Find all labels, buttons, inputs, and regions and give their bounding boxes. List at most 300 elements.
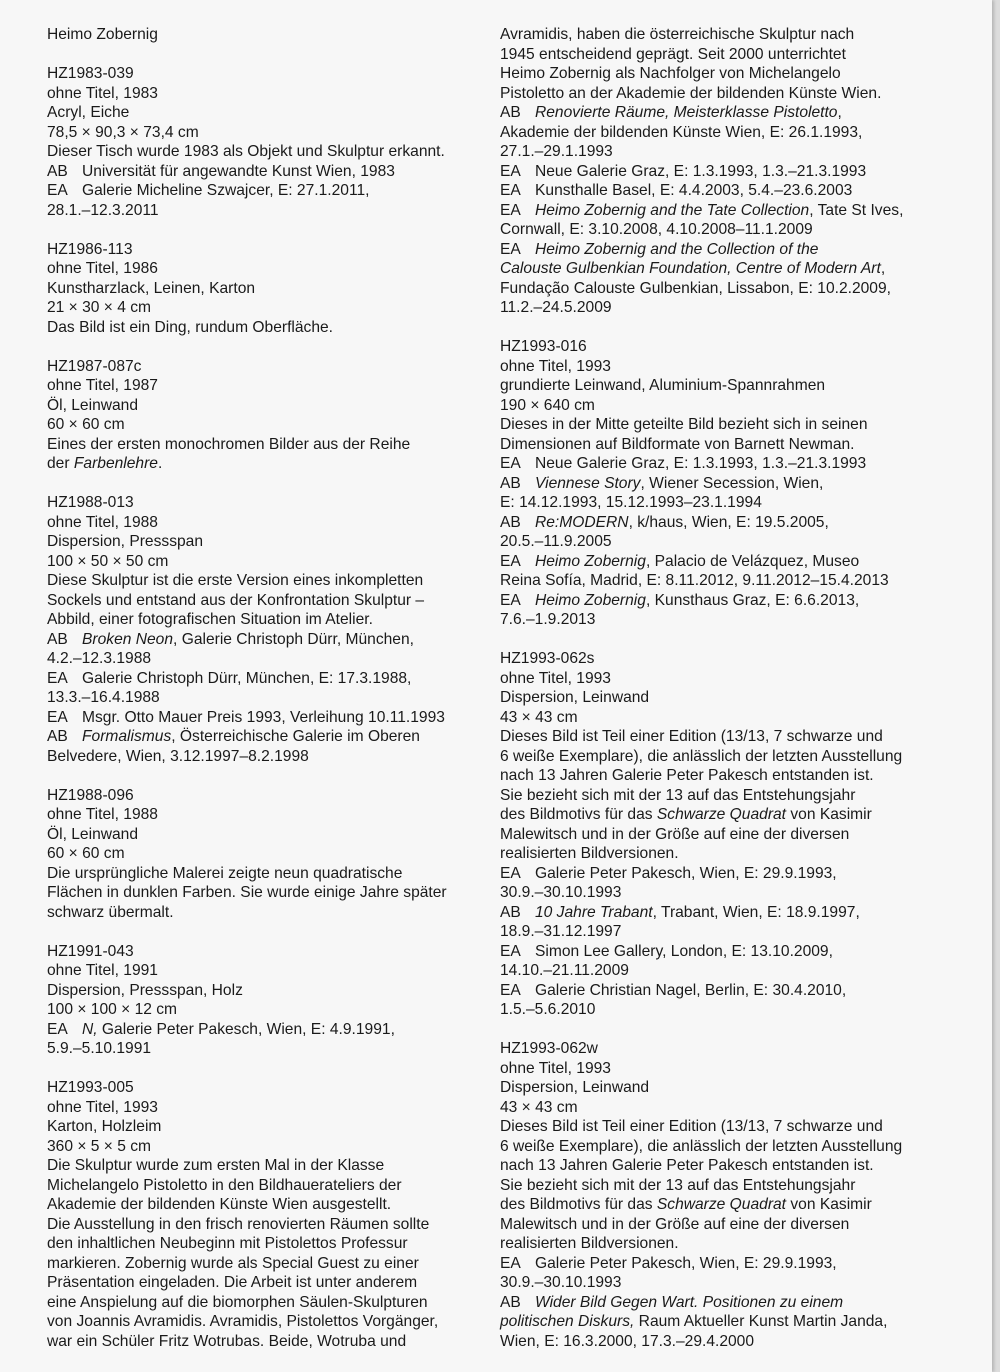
exhibition-type-tag: EA: [500, 981, 521, 999]
entry-line: [500, 181, 970, 201]
entry-line: [47, 1293, 477, 1313]
text-segment: ,: [880, 260, 886, 277]
text-segment: 100 × 100 × 12 cm: [47, 1001, 178, 1018]
entry-line: [500, 357, 970, 377]
exhibition-type-tag: EA: [500, 1254, 521, 1272]
entry-line: [500, 708, 970, 728]
entry-line: [500, 1273, 970, 1293]
text-segment: realisierten Bildversionen.: [500, 1235, 679, 1252]
text-segment: realisierten Bildversionen.: [500, 845, 679, 862]
entry-line: [47, 805, 477, 825]
entry-line: [500, 84, 970, 104]
italic-title: Heimo Zobernig: [535, 552, 646, 570]
italic-title: N,: [82, 1020, 98, 1038]
text-segment: eine Anspielung auf die biomorphen Säulen-Skulpturen: [47, 1293, 428, 1311]
text-segment: , Galerie Christoph Dürr, München,: [173, 630, 414, 648]
entry-line: [47, 1137, 477, 1157]
text-segment: ohne Titel, 1986: [47, 260, 158, 277]
text-segment: ohne Titel, 1987: [47, 377, 158, 394]
text-segment: Akademie der bildenden Künste Wien ausgestellt.: [47, 1196, 392, 1213]
entry-line: [500, 220, 970, 240]
text-segment: Galerie Peter Pakesch, Wien, E: 29.9.1993,: [535, 864, 837, 882]
text-segment: Die Skulptur wurde zum ersten Mal in der Klasse: [47, 1157, 385, 1174]
entry-heading: [47, 357, 477, 377]
entry-line: [500, 844, 970, 864]
text-segment: 27.1.–29.1.1993: [500, 143, 613, 160]
italic-title: politischen Diskurs,: [500, 1313, 635, 1330]
text-segment: 11.2.–24.5.2009: [500, 299, 612, 316]
entry-line: [500, 1215, 970, 1235]
text-segment: der: [47, 455, 74, 472]
text-segment: Pistoletto an der Akademie der bildenden Künste Wien.: [500, 84, 882, 102]
text-segment: ohne Titel, 1993: [500, 1059, 611, 1077]
italic-title: Broken Neon: [82, 630, 174, 648]
entry-line: [47, 688, 477, 708]
entry-line: [47, 981, 477, 1001]
catalogue-entry: [500, 1039, 970, 1351]
text-segment: Dieses Bild ist Teil einer Edition (13/13, 7 schwarze und: [500, 1118, 883, 1135]
entry-heading: [47, 786, 477, 806]
text-segment: HZ1987-087c: [47, 357, 142, 375]
entry-line: [47, 181, 477, 201]
text-segment: war ein Schüler Fritz Wotrubas. Beide, Wotruba und: [47, 1332, 407, 1350]
text-segment: Michelangelo Pistoletto in den Bildhauerateliers der: [47, 1176, 402, 1194]
entry-line: [500, 805, 970, 825]
text-segment: Sie bezieht sich mit der 13 auf das Entstehungsjahr: [500, 786, 856, 804]
entry-line: [47, 1176, 477, 1196]
text-segment: Sockels und entstand aus der Konfrontation Skulptur –: [47, 591, 425, 609]
text-segment: 6 weiße Exemplare), die anlässlich der letzten Ausstellung: [500, 747, 903, 765]
entry-line: [47, 1312, 477, 1332]
entry-line: [500, 688, 970, 708]
entry-line: [500, 1137, 970, 1157]
entry-line: [47, 883, 477, 903]
entry-line: [500, 493, 970, 513]
entry-heading: [500, 25, 970, 45]
text-segment: 4.2.–12.3.1988: [47, 650, 152, 667]
catalogue-entry: [47, 493, 477, 766]
text-segment: 100 × 50 × 50 cm: [47, 552, 169, 570]
entry-heading: [47, 942, 477, 962]
entry-line: [47, 415, 477, 435]
entry-line: [500, 825, 970, 845]
entry-line: [500, 513, 970, 533]
italic-title: Schwarze Quadrat: [656, 806, 787, 823]
entry-line: [47, 825, 477, 845]
catalogue-entry: [47, 1078, 477, 1351]
text-segment: des Bildmotivs für das: [500, 806, 657, 823]
entry-line: [47, 552, 477, 572]
text-segment: Dieses in der Mitte geteilte Bild bezieht sich in seinen: [500, 416, 868, 433]
text-segment: E: 14.12.1993, 15.12.1993–23.1.1994: [500, 494, 762, 511]
entry-line: [47, 123, 477, 143]
entry-heading: [47, 25, 477, 45]
text-segment: HZ1993-005: [47, 1079, 134, 1096]
italic-title: Heimo Zobernig and the Collection of the: [535, 240, 819, 258]
entry-line: [500, 123, 970, 143]
italic-title: Renovierte Räume, Meisterklasse Pistoletto: [535, 104, 838, 121]
catalogue-entry: [500, 649, 970, 1020]
entry-line: [500, 259, 970, 279]
entry-line: [47, 162, 477, 182]
text-segment: Galerie Peter Pakesch, Wien, E: 4.9.1991,: [97, 1020, 395, 1038]
entry-line: [47, 727, 477, 747]
entry-line: [47, 649, 477, 669]
text-segment: Diese Skulptur ist die erste Version eines inkompletten: [47, 572, 424, 589]
entry-line: [47, 142, 477, 162]
entry-line: [500, 786, 970, 806]
text-segment: ohne Titel, 1993: [47, 1098, 158, 1116]
entry-line: [47, 201, 477, 221]
entry-line: [500, 883, 970, 903]
text-segment: 28.1.–12.3.2011: [47, 201, 159, 219]
text-segment: nach 13 Jahren Galerie Peter Pakesch entstanden ist.: [500, 1157, 874, 1174]
text-segment: Die Ausstellung in den frisch renovierten Räumen sollte: [47, 1215, 430, 1233]
text-segment: , k/haus, Wien, E: 19.5.2005,: [628, 513, 829, 531]
text-segment: , Kunsthaus Graz, E: 6.6.2013,: [645, 591, 860, 609]
entry-line: [500, 532, 970, 552]
entry-line: [47, 864, 477, 884]
left-column: [47, 25, 477, 1371]
text-segment: Flächen in dunklen Farben. Sie wurde einige Jahre später: [47, 884, 447, 901]
entry-heading: [47, 1078, 477, 1098]
text-segment: Dispersion, Leinwand: [500, 689, 650, 706]
exhibition-type-tag: EA: [500, 942, 521, 960]
text-segment: ohne Titel, 1993: [500, 357, 611, 375]
text-segment: Heimo Zobernig: [47, 26, 158, 43]
text-segment: Akademie der bildenden Künste Wien, E: 26.1.1993,: [500, 123, 863, 141]
text-segment: Öl, Leinwand: [47, 396, 139, 414]
entry-heading: [47, 64, 477, 84]
entry-line: [500, 415, 970, 435]
entry-line: [500, 64, 970, 84]
text-segment: Galerie Micheline Szwajcer, E: 27.1.2011,: [82, 182, 370, 199]
entry-line: [47, 961, 477, 981]
italic-title: Formalismus: [82, 728, 172, 745]
entry-line: [500, 1117, 970, 1137]
entry-line: [500, 1078, 970, 1098]
text-segment: ohne Titel, 1988: [47, 806, 158, 823]
text-segment: 20.5.–11.9.2005: [500, 533, 612, 550]
entry-line: [47, 454, 477, 474]
catalogue-entry: [47, 64, 477, 220]
exhibition-type-tag: AB: [500, 474, 521, 492]
exhibition-type-tag: AB: [47, 728, 68, 745]
text-segment: grundierte Leinwand, Aluminium-Spannrahmen: [500, 377, 826, 394]
text-segment: Heimo Zobernig als Nachfolger von Michelangelo: [500, 65, 841, 82]
entry-line: [47, 1273, 477, 1293]
entry-line: [500, 1195, 970, 1215]
entry-line: [500, 1332, 970, 1352]
text-segment: 1945 entscheidend geprägt. Seit 2000 unterrichtet: [500, 45, 846, 63]
text-segment: ohne Titel, 1988: [47, 513, 158, 531]
text-segment: Die ursprüngliche Malerei zeigte neun quadratische: [47, 864, 403, 882]
entry-heading: [500, 1039, 970, 1059]
text-segment: 360 × 5 × 5 cm: [47, 1137, 152, 1155]
exhibition-type-tag: EA: [47, 182, 68, 199]
entry-line: [47, 1215, 477, 1235]
entry-line: [47, 1156, 477, 1176]
text-segment: Wien, E: 16.3.2000, 17.3.–29.4.2000: [500, 1332, 755, 1350]
entry-line: [47, 318, 477, 338]
entry-line: [47, 1234, 477, 1254]
text-segment: Galerie Peter Pakesch, Wien, E: 29.9.1993,: [535, 1254, 837, 1272]
text-segment: Belvedere, Wien, 3.12.1997–8.2.1998: [47, 747, 309, 765]
entry-line: [500, 376, 970, 396]
entry-line: [500, 162, 970, 182]
entry-line: [500, 240, 970, 260]
catalogue-entry: [47, 786, 477, 923]
text-segment: Universität für angewandte Kunst Wien, 1983: [82, 162, 395, 180]
text-segment: ohne Titel, 1993: [500, 669, 611, 687]
entry-line: [47, 1332, 477, 1352]
exhibition-type-tag: EA: [47, 708, 68, 726]
entry-line: [500, 981, 970, 1001]
text-segment: Dispersion, Leinwand: [500, 1079, 650, 1096]
exhibition-type-tag: AB: [500, 1293, 521, 1311]
catalogue-entry: [47, 25, 477, 45]
entry-line: [500, 454, 970, 474]
text-segment: des Bildmotivs für das: [500, 1196, 657, 1213]
text-segment: HZ1991-043: [47, 942, 134, 960]
exhibition-type-tag: EA: [500, 455, 521, 472]
text-segment: 7.6.–1.9.2013: [500, 611, 596, 628]
exhibition-type-tag: EA: [500, 864, 521, 882]
text-segment: Fundação Calouste Gulbenkian, Lissabon, E: 10.2.2009,: [500, 279, 891, 297]
entry-line: [47, 1195, 477, 1215]
entry-line: [47, 591, 477, 611]
text-segment: Neue Galerie Graz, E: 1.3.1993, 1.3.–21.3.1993: [535, 455, 867, 472]
entry-line: [500, 1156, 970, 1176]
entry-line: [47, 1039, 477, 1059]
text-segment: Galerie Christoph Dürr, München, E: 17.3.1988,: [82, 669, 412, 687]
entry-line: [500, 766, 970, 786]
entry-line: [500, 552, 970, 572]
entry-line: [500, 727, 970, 747]
text-segment: , Österreichische Galerie im Oberen: [171, 728, 420, 745]
entry-line: [47, 1117, 477, 1137]
text-segment: Simon Lee Gallery, London, E: 13.10.2009,: [535, 942, 833, 960]
italic-title: Wider Bild Gegen Wart. Positionen zu einem: [535, 1293, 844, 1311]
text-segment: Neue Galerie Graz, E: 1.3.1993, 1.3.–21.3.1993: [535, 162, 867, 180]
text-segment: Dieses Bild ist Teil einer Edition (13/13, 7 schwarze und: [500, 728, 883, 745]
catalogue-entry: [47, 942, 477, 1059]
entry-line: [500, 942, 970, 962]
exhibition-type-tag: EA: [47, 1020, 68, 1038]
text-segment: HZ1983-039: [47, 65, 134, 82]
text-segment: Öl, Leinwand: [47, 825, 139, 843]
entry-line: [500, 142, 970, 162]
text-segment: den inhaltlichen Neubeginn mit Pistolettos Professur: [47, 1235, 408, 1252]
text-segment: HZ1986-113: [47, 240, 133, 258]
text-segment: Malewitsch und in der Größe auf eine der diversen: [500, 825, 850, 843]
italic-title: Heimo Zobernig and the Tate Collection: [535, 201, 810, 219]
italic-title: Viennese Story: [535, 474, 641, 492]
entry-line: [500, 747, 970, 767]
entry-line: [500, 435, 970, 455]
entry-line: [500, 103, 970, 123]
text-segment: 5.9.–5.10.1991: [47, 1040, 152, 1057]
entry-line: [500, 669, 970, 689]
text-segment: nach 13 Jahren Galerie Peter Pakesch entstanden ist.: [500, 767, 874, 784]
entry-line: [47, 630, 477, 650]
text-segment: Kunstharzlack, Leinen, Karton: [47, 279, 256, 297]
exhibition-type-tag: AB: [47, 162, 68, 180]
text-segment: Präsentation eingeladen. Die Arbeit ist unter anderem: [47, 1274, 418, 1291]
entry-line: [47, 513, 477, 533]
text-segment: HZ1993-062s: [500, 650, 595, 667]
italic-title: Re:MODERN: [535, 513, 629, 531]
text-segment: Cornwall, E: 3.10.2008, 4.10.2008–11.1.2009: [500, 221, 813, 238]
text-segment: ohne Titel, 1983: [47, 84, 158, 102]
text-segment: Malewitsch und in der Größe auf eine der diversen: [500, 1215, 850, 1233]
entry-line: [47, 747, 477, 767]
entry-line: [500, 201, 970, 221]
entry-line: [47, 1254, 477, 1274]
exhibition-type-tag: EA: [500, 591, 521, 609]
text-segment: ohne Titel, 1991: [47, 962, 158, 979]
text-segment: Sie bezieht sich mit der 13 auf das Entstehungsjahr: [500, 1176, 856, 1194]
text-segment: Das Bild ist ein Ding, rundum Oberfläche.: [47, 318, 334, 336]
entry-line: [500, 396, 970, 416]
exhibition-type-tag: AB: [500, 104, 521, 121]
text-segment: 60 × 60 cm: [47, 845, 125, 862]
catalogue-entry: [500, 25, 970, 318]
exhibition-type-tag: EA: [500, 162, 521, 180]
text-segment: Acryl, Eiche: [47, 104, 130, 121]
text-segment: 6 weiße Exemplare), die anlässlich der letzten Ausstellung: [500, 1137, 903, 1155]
entry-line: [47, 396, 477, 416]
exhibition-type-tag: EA: [500, 201, 521, 219]
entry-line: [47, 1098, 477, 1118]
text-segment: Eines der ersten monochromen Bilder aus der Reihe: [47, 435, 411, 453]
text-segment: markieren. Zobernig wurde als Special Guest zu einer: [47, 1254, 419, 1272]
text-segment: HZ1993-062w: [500, 1040, 598, 1057]
entry-line: [500, 45, 970, 65]
entry-line: [47, 1000, 477, 1020]
text-segment: Avramidis, haben die österreichische Skulptur nach: [500, 26, 855, 43]
exhibition-type-tag: EA: [500, 240, 521, 258]
text-segment: Dispersion, Pressspan, Holz: [47, 981, 243, 999]
text-segment: Kunsthalle Basel, E: 4.4.2003, 5.4.–23.6.2003: [535, 182, 853, 199]
entry-line: [500, 1176, 970, 1196]
entry-line: [500, 610, 970, 630]
entry-line: [500, 1059, 970, 1079]
text-segment: , Palacio de Velázquez, Museo: [645, 552, 860, 570]
text-segment: von Kasimir: [786, 1196, 872, 1213]
text-segment: 30.9.–30.10.1993: [500, 884, 622, 901]
text-segment: ,: [837, 104, 842, 121]
entry-line: [47, 376, 477, 396]
exhibition-type-tag: EA: [500, 182, 521, 199]
text-segment: Abbild, einer fotografischen Situation im Atelier.: [47, 611, 373, 628]
entry-line: [500, 1312, 970, 1332]
text-segment: , Trabant, Wien, E: 18.9.1997,: [652, 903, 860, 921]
text-segment: Reina Sofía, Madrid, E: 8.11.2012, 9.11.2012–15.4.2013: [500, 572, 889, 589]
entry-line: [47, 708, 477, 728]
text-segment: Karton, Holzleim: [47, 1118, 162, 1135]
entry-line: [500, 298, 970, 318]
entry-line: [47, 435, 477, 455]
entry-line: [500, 922, 970, 942]
italic-title: Farbenlehre: [73, 455, 158, 472]
entry-line: [47, 532, 477, 552]
text-segment: , Tate St Ives,: [809, 201, 904, 219]
entry-line: [500, 1234, 970, 1254]
entry-line: [500, 1000, 970, 1020]
entry-line: [47, 571, 477, 591]
exhibition-type-tag: EA: [500, 552, 521, 570]
italic-title: Heimo Zobernig: [535, 591, 646, 609]
entry-line: [47, 298, 477, 318]
catalogue-entry: [47, 357, 477, 474]
text-segment: schwarz übermalt.: [47, 903, 174, 921]
entry-line: [47, 259, 477, 279]
italic-title: 10 Jahre Trabant: [535, 903, 653, 921]
text-segment: , Wiener Secession, Wien,: [640, 474, 824, 492]
entry-line: [47, 84, 477, 104]
text-segment: 43 × 43 cm: [500, 1098, 578, 1116]
text-segment: 43 × 43 cm: [500, 708, 578, 726]
text-segment: HZ1988-096: [47, 786, 134, 804]
exhibition-type-tag: AB: [47, 630, 68, 648]
text-segment: 190 × 640 cm: [500, 396, 595, 414]
text-segment: 21 × 30 × 4 cm: [47, 299, 152, 316]
catalogue-entry: [500, 337, 970, 630]
entry-line: [500, 864, 970, 884]
entry-line: [47, 279, 477, 299]
entry-line: [500, 571, 970, 591]
entry-line: [500, 903, 970, 923]
text-segment: Dieser Tisch wurde 1983 als Objekt und Skulptur erkannt.: [47, 143, 445, 160]
entry-heading: [47, 493, 477, 513]
entry-line: [47, 610, 477, 630]
entry-line: [47, 103, 477, 123]
exhibition-type-tag: EA: [47, 669, 68, 687]
text-segment: 1.5.–5.6.2010: [500, 1001, 596, 1018]
entry-line: [500, 1098, 970, 1118]
entry-line: [47, 903, 477, 923]
entry-heading: [500, 337, 970, 357]
right-column: [500, 25, 970, 1371]
entry-line: [47, 844, 477, 864]
text-segment: HZ1988-013: [47, 494, 134, 511]
text-segment: 14.10.–21.11.2009: [500, 962, 629, 979]
entry-line: [47, 1020, 477, 1040]
text-segment: 13.3.–16.4.1988: [47, 689, 160, 706]
text-segment: Raum Aktueller Kunst Martin Janda,: [634, 1313, 888, 1330]
entry-line: [500, 961, 970, 981]
text-segment: von Kasimir: [786, 806, 872, 823]
text-segment: HZ1993-016: [500, 338, 587, 355]
text-segment: Msgr. Otto Mauer Preis 1993, Verleihung 10.11.1993: [82, 708, 445, 726]
entry-line: [500, 1254, 970, 1274]
entry-line: [500, 474, 970, 494]
italic-title: Schwarze Quadrat: [656, 1196, 787, 1213]
text-segment: 18.9.–31.12.1997: [500, 923, 622, 940]
text-segment: 78,5 × 90,3 × 73,4 cm: [47, 123, 199, 141]
text-segment: Galerie Christian Nagel, Berlin, E: 30.4.2010,: [535, 981, 847, 999]
text-segment: Dimensionen auf Bildformate von Barnett Newman.: [500, 435, 855, 453]
entry-line: [500, 1293, 970, 1313]
exhibition-type-tag: AB: [500, 513, 521, 531]
text-segment: .: [157, 455, 163, 472]
italic-title: Calouste Gulbenkian Foundation, Centre of Modern Art: [500, 260, 881, 277]
entry-line: [500, 591, 970, 611]
catalogue-entry: [47, 240, 477, 338]
text-segment: Dispersion, Pressspan: [47, 533, 204, 550]
text-segment: 60 × 60 cm: [47, 416, 125, 433]
